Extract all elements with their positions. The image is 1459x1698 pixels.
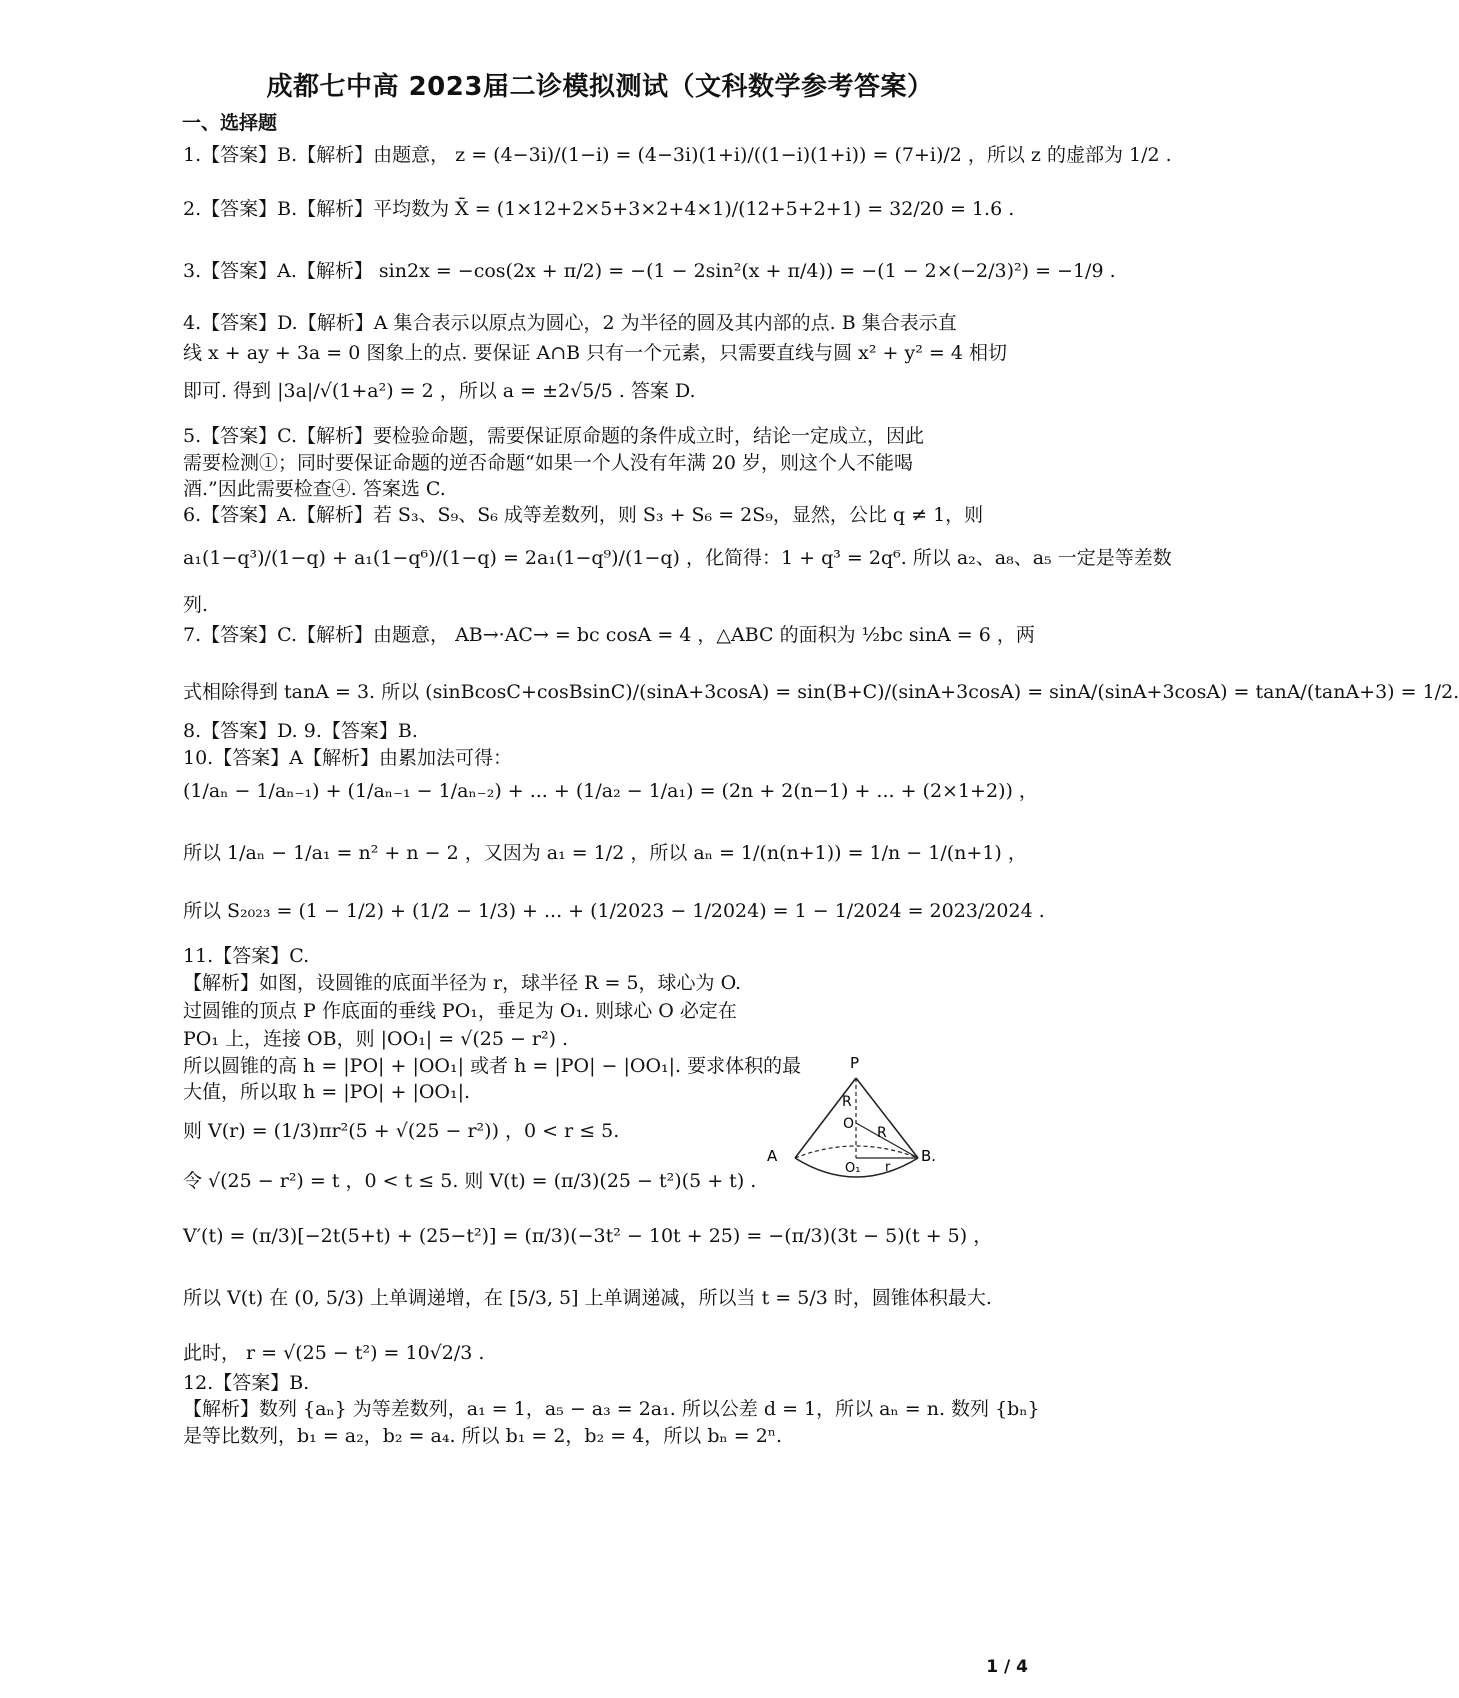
label-R-axis: R [842,1094,852,1110]
text-line: V′(t) = (π/3)[−2t(5+t) + (25−t²)] = (π/3)(−3t² − 10t + 25) = −(π/3)(3t − 5)(t + 5) ， [183,1225,993,1247]
text-line: 所以圆锥的高 h = |PO| + |OO₁| 或者 h = |PO| − |OO₁|. 要求体积的最 [183,1055,802,1077]
text-line: 1.【答案】B.【解析】由题意， z = (4−3i)/(1−i) = (4−3i)(1+i)/((1−i)(1+i)) = (7+i)/2 ，所以 z 的虚部为 1/2 . [183,144,1172,166]
text-line: 需要检测①；同时要保证命题的逆否命题“如果一个人没有年满 20 岁，则这个人不能喝 [183,452,913,474]
text-line: 此时， r = √(25 − t²) = 10√2/3 . [183,1342,485,1364]
text-line: 线 x + ay + 3a = 0 图象上的点. 要保证 A∩B 只有一个元素，只需要直线与圆 x² + y² = 4 相切 [183,342,1007,364]
text-line: 式相除得到 tanA = 3. 所以 (sinBcosC+cosBsinC)/(sinA+3cosA) = sin(B+C)/(sinA+3cosA) = sinA/(sinA+3cosA) = tanA/(tanA+3) = 1/2. [183,681,1459,703]
text-line: 10.【答案】A【解析】由累加法可得： [183,747,512,769]
text-line: 则 V(r) = (1/3)πr²(5 + √(25 − r²)) ，0 < r ≤ 5. [183,1120,620,1142]
text-line: 2.【答案】B.【解析】平均数为 X̄ = (1×12+2×5+3×2+4×1)/(12+5+2+1) = 32/20 = 1.6 . [183,198,1015,220]
label-b: B. [921,1147,937,1165]
text-line: 过圆锥的顶点 P 作底面的垂线 PO₁，垂足为 O₁. 则球心 O 必定在 [183,1000,737,1022]
text-line: 11.【答案】C. [183,945,310,967]
text-line: 大值，所以取 h = |PO| + |OO₁|. [183,1081,471,1103]
label-a: A [767,1147,778,1165]
text-line: a₁(1−q³)/(1−q) + a₁(1−q⁶)/(1−q) = 2a₁(1−q⁹)/(1−q) ，化简得：1 + q³ = 2q⁶. 所以 a₂、a₈、a₅ 一定是等差数 [183,547,1172,569]
text-line: 列. [183,594,209,616]
text-line: 酒.”因此需要检查④. 答案选 C. [183,478,446,500]
text-line: 6.【答案】A.【解析】若 S₃、S₉、S₆ 成等差数列，则 S₃ + S₆ = 2S₉，显然，公比 q ≠ 1，则 [183,504,984,526]
label-p: P [850,1054,860,1072]
text-line: 是等比数列，b₁ = a₂，b₂ = a₄. 所以 b₁ = 2，b₂ = 4，所以 bₙ = 2ⁿ. [183,1425,783,1447]
text-line: 即可. 得到 |3a|/√(1+a²) = 2 ，所以 a = ±2√5/5 . 答案 D. [183,380,696,402]
text-line: 4.【答案】D.【解析】A 集合表示以原点为圆心，2 为半径的圆及其内部的点. B 集合表示直 [183,312,957,334]
page-number: 1 / 4 [986,1657,1028,1677]
text-line: 所以 V(t) 在 (0, 5/3) 上单调递增，在 [5/3, 5] 上单调递减，所以当 t = 5/3 时，圆锥体积最大. [183,1287,992,1309]
text-line: 7.【答案】C.【解析】由题意， AB→·AC→ = bc cosA = 4 ，△ABC 的面积为 ½bc sinA = 6 ，两 [183,624,1035,646]
label-r: r [885,1160,891,1175]
text-line: PO₁ 上，连接 OB，则 |OO₁| = √(25 − r²) . [183,1028,569,1050]
section-heading: 一、选择题 [182,112,278,134]
label-o: O [843,1116,855,1132]
text-line: 3.【答案】A.【解析】 sin2x = −cos(2x + π/2) = −(1 − 2sin²(x + π/4)) = −(1 − 2×(−2/3)²) = −1/9 . [183,260,1116,282]
cone-figure [767,1048,1035,1248]
text-line: 【解析】数列 {aₙ} 为等差数列，a₁ = 1，a₅ − a₃ = 2a₁. 所以公差 d = 1，所以 aₙ = n. 数列 {bₙ} [183,1398,1040,1420]
text-line: 5.【答案】C.【解析】要检验命题，需要保证原命题的条件成立时，结论一定成立，因此 [183,425,925,447]
label-o1: O₁ [845,1161,861,1176]
text-line: 12.【答案】B. [183,1372,310,1394]
text-line: 【解析】如图，设圆锥的底面半径为 r，球半径 R = 5，球心为 O. [183,972,742,994]
text-line: (1/aₙ − 1/aₙ₋₁) + (1/aₙ₋₁ − 1/aₙ₋₂) + ... + (1/a₂ − 1/a₁) = (2n + 2(n−1) + ... + (2×1+2)) ， [183,780,1038,802]
text-line: 所以 S₂₀₂₃ = (1 − 1/2) + (1/2 − 1/3) + ... + (1/2023 − 1/2024) = 1 − 1/2024 = 2023/2024 . [183,900,1045,922]
text-line: 所以 1/aₙ − 1/a₁ = n² + n − 2 ，又因为 a₁ = 1/2 ，所以 aₙ = 1/(n(n+1)) = 1/n − 1/(n+1) ， [183,842,1027,864]
label-R-slant: R [877,1125,887,1141]
text-line: 8.【答案】D. 9.【答案】B. [183,720,418,742]
document-title: 成都七中高 2023届二诊模拟测试（文科数学参考答案） [266,72,934,102]
text-line: 令 √(25 − r²) = t ，0 < t ≤ 5. 则 V(t) = (π/3)(25 − t²)(5 + t) . [183,1170,757,1192]
